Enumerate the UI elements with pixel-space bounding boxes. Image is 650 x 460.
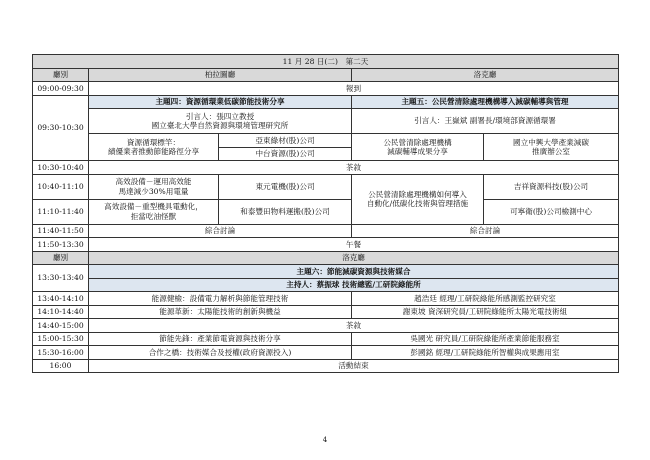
moderator-a-affiliation: 國立臺北大學自然資源與環境管理研究所 bbox=[151, 121, 289, 130]
session-topic bbox=[89, 174, 219, 199]
topic-cell: 節能先鋒：產業節電資源與技術分享 bbox=[89, 332, 352, 346]
time-cell: 15:00-15:30 bbox=[33, 332, 89, 346]
speaker-cell: 吳國光 研究員/工研院綠能所產業節能服務室 bbox=[352, 332, 619, 346]
session-topic bbox=[89, 134, 219, 161]
topic-cell: 能源革新：太陽能技術的創新與機益 bbox=[89, 305, 352, 319]
tea-break-cell: 茶敘 bbox=[89, 319, 619, 333]
hall-locke: 洛克廳 bbox=[89, 251, 619, 265]
time-cell: 15:30-16:00 bbox=[33, 346, 89, 360]
topic-line: 馬達減少30%用電量 bbox=[118, 186, 189, 196]
table-row bbox=[33, 238, 619, 252]
table-row bbox=[33, 359, 619, 373]
company-cell: 亞東綠材(股)公司 bbox=[219, 134, 352, 148]
time-cell: 11:50-13:30 bbox=[33, 238, 89, 252]
company-line: 推廣辦公室 bbox=[532, 147, 570, 156]
page-number: 4 bbox=[322, 436, 328, 444]
company-cell: 可寧衛(股)公司檢測中心 bbox=[484, 199, 619, 224]
time-cell: 11:40-11:50 bbox=[33, 224, 89, 238]
hall-locke: 洛克廳 bbox=[352, 68, 619, 82]
table-row bbox=[33, 82, 619, 96]
topic-cell: 合作之橋：技術媒合及授權(政府資源投入) bbox=[89, 346, 352, 360]
company-cell bbox=[484, 134, 619, 161]
moderator-a-name: 引言人：張四立教授 bbox=[185, 111, 255, 121]
hall-header-row bbox=[33, 251, 619, 265]
table-row bbox=[33, 278, 619, 292]
hall-header-row bbox=[33, 68, 619, 82]
topic-line: 公民營清除處理機構 bbox=[383, 137, 452, 147]
discussion-a: 綜合討論 bbox=[89, 224, 352, 238]
table-row bbox=[33, 224, 619, 238]
company-cell: 東元電機(股)公司 bbox=[219, 174, 352, 199]
session-topic bbox=[352, 134, 484, 161]
company-line: 國立中興大學產業減碳 bbox=[513, 137, 589, 147]
moderator-b: 引言人：王嶽斌 副署長/環境部資源循環署 bbox=[352, 109, 619, 134]
topic-line: 高效設備－運用高效能 bbox=[115, 177, 192, 187]
table-row bbox=[33, 346, 619, 360]
table-row bbox=[33, 174, 619, 199]
topic-line: 資源循環標竿： bbox=[126, 137, 181, 147]
hall-label: 廳別 bbox=[33, 251, 89, 265]
event-end-cell: 活動結束 bbox=[89, 359, 619, 373]
speaker-cell: 彭國銘 經理/工研院綠能所智權與成果應用室 bbox=[352, 346, 619, 360]
time-cell: 10:30-10:40 bbox=[33, 161, 89, 175]
time-cell: 14:10-14:40 bbox=[33, 305, 89, 319]
speaker-cell: 謝東坡 資深研究員/工研院綠能所太陽光電技術組 bbox=[352, 305, 619, 319]
topic-line: 公民營清除處理機構如何導入 bbox=[368, 189, 467, 199]
time-cell: 09:30-10:30 bbox=[33, 95, 89, 161]
topic-line: 拒當吃油怪獸 bbox=[130, 211, 177, 221]
time-cell: 13:40-14:10 bbox=[33, 292, 89, 306]
hall-plato: 柏拉圖廳 bbox=[89, 68, 352, 82]
time-cell: 11:10-11:40 bbox=[33, 199, 89, 224]
lunch-cell: 午餐 bbox=[89, 238, 619, 252]
moderator-a bbox=[89, 109, 352, 134]
table-row bbox=[33, 265, 619, 279]
speaker-cell: 趙浩廷 經理/工研院綠能所感測監控研究室 bbox=[352, 292, 619, 306]
theme6-title: 主題六：節能減碳資源與技術媒合 bbox=[89, 265, 619, 279]
table-row bbox=[33, 319, 619, 333]
company-cell: 吉祥資源科技(股)公司 bbox=[484, 174, 619, 199]
topic-line: 減碳輔導成果分享 bbox=[387, 147, 448, 156]
topic-line: 高效設備－重型機具電動化， bbox=[104, 202, 203, 212]
host-cell: 主持人：蔡振球 技術總監/工研院綠能所 bbox=[89, 278, 619, 292]
company-cell: 和泰豐田物料運搬(股)公司 bbox=[219, 199, 352, 224]
registration-cell: 報到 bbox=[89, 82, 619, 96]
time-cell: 14:40-15:00 bbox=[33, 319, 89, 333]
table-row bbox=[33, 292, 619, 306]
theme5-title: 主題五：公民營清除處理機構導入減碳輔導與管理 bbox=[352, 95, 619, 109]
time-cell: 10:40-11:10 bbox=[33, 174, 89, 199]
topic-line: 自動化/低碳化技術與管理措施 bbox=[366, 199, 469, 208]
topic-line: 績優業者推動節能路徑分享 bbox=[107, 147, 200, 156]
table-title: 11 月 28 日(二) 第二天 bbox=[33, 55, 619, 69]
discussion-b: 綜合討論 bbox=[352, 224, 619, 238]
table-row bbox=[33, 199, 619, 224]
session-topic bbox=[352, 174, 484, 224]
schedule-table bbox=[32, 54, 619, 373]
company-cell: 中台資源(股)公司 bbox=[219, 147, 352, 161]
tea-break-cell: 茶敘 bbox=[89, 161, 619, 175]
table-row bbox=[33, 332, 619, 346]
time-cell: 09:00-09:30 bbox=[33, 82, 89, 96]
table-row bbox=[33, 95, 619, 109]
table-row bbox=[33, 109, 619, 134]
time-cell: 13:30-13:40 bbox=[33, 265, 89, 292]
table-title-row bbox=[33, 55, 619, 69]
table-row bbox=[33, 161, 619, 175]
topic-cell: 能源健檢：設備電力解析與節能管理技術 bbox=[89, 292, 352, 306]
session-topic bbox=[89, 199, 219, 224]
theme4-title: 主題四：資源循環業低碳節能技術分享 bbox=[89, 95, 352, 109]
time-cell: 16:00 bbox=[33, 359, 89, 373]
table-row bbox=[33, 134, 619, 148]
table-row bbox=[33, 305, 619, 319]
hall-label: 廳別 bbox=[33, 68, 89, 82]
